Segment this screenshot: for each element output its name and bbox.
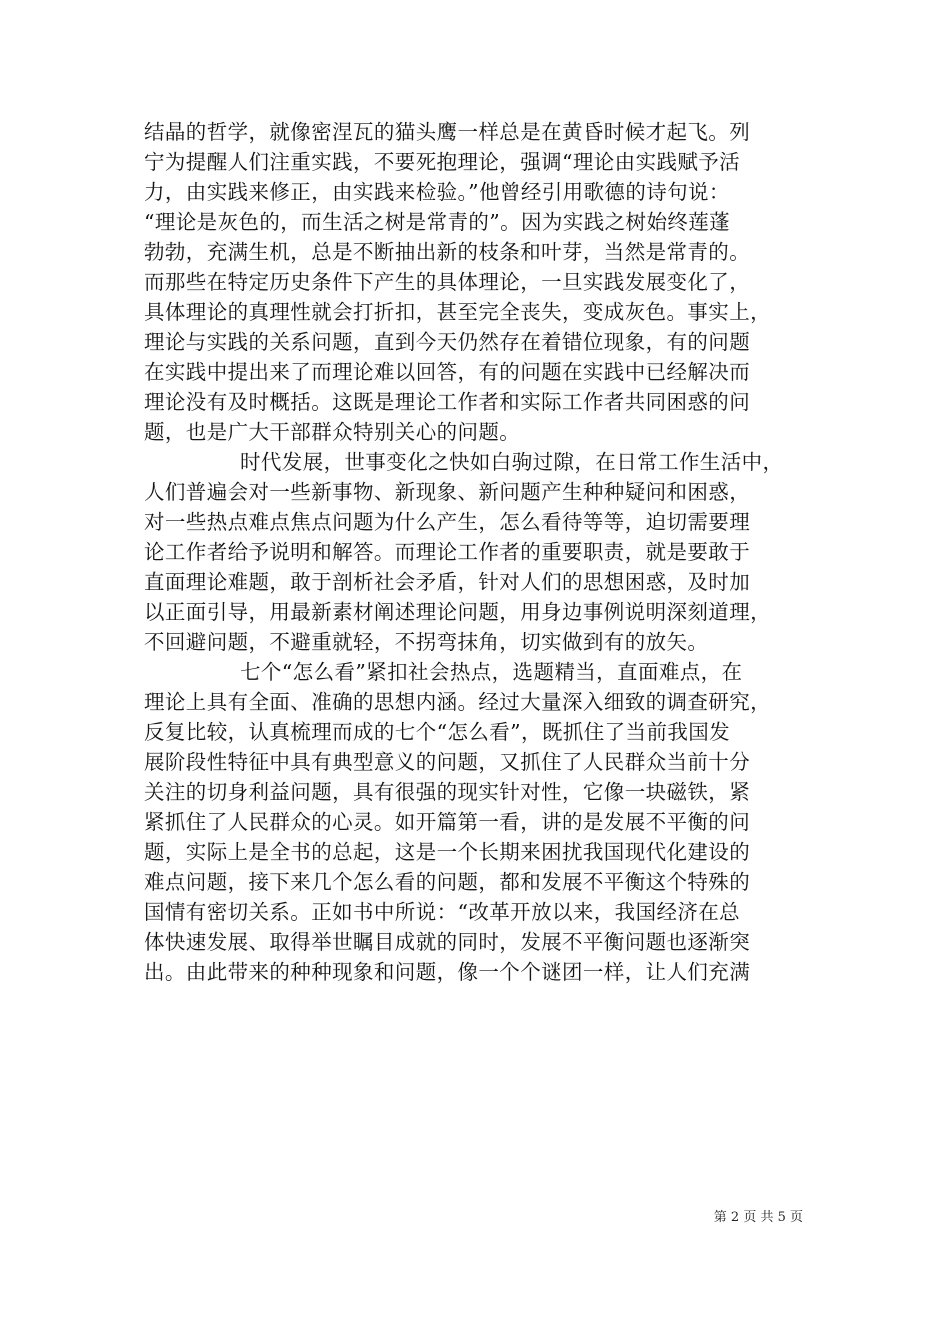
text-line: “理论是灰色的，而生活之树是常青的”。因为实践之树始终莲蓬 (144, 210, 731, 234)
text-line: 直面理论难题，敢于剖析社会矛盾，针对人们的思想困惑，及时加 (144, 570, 751, 594)
text-line: 反复比较，认真梳理而成的七个“怎么看”，既抓住了当前我国发 (144, 720, 731, 744)
document-body (144, 117, 809, 987)
text-line: 在实践中提出来了而理论难以回答，有的问题在实践中已经解决而 (144, 360, 751, 384)
text-line: 国情有密切关系。正如书中所说：“改革开放以来，我国经济在总 (144, 900, 741, 924)
text-line: 题，实际上是全书的总起，这是一个长期来困扰我国现代化建设的 (144, 840, 751, 864)
text-line: 难点问题，接下来几个怎么看的问题，都和发展不平衡这个特殊的 (144, 870, 751, 894)
page-footer: 第 2 页 共 5 页 (713, 1210, 803, 1225)
text-line: 体快速发展、取得举世瞩目成就的同时，发展不平衡问题也逐渐突 (144, 930, 751, 954)
text-line: 勃勃，充满生机，总是不断抽出新的枝条和叶芽，当然是常青的。 (144, 240, 751, 264)
text-line: 时代发展，世事变化之快如白驹过隙，在日常工作生活中， (240, 450, 784, 474)
paragraph-3 (144, 657, 809, 987)
text-line: 宁为提醒人们注重实践，不要死抱理论，强调“理论由实践赋予活 (144, 150, 741, 174)
text-line: 理论与实践的关系问题，直到今天仍然存在着错位现象，有的问题 (144, 330, 751, 354)
text-line: 而那些在特定历史条件下产生的具体理论，一旦实践发展变化了， (144, 270, 751, 294)
text-line: 展阶段性特征中具有典型意义的问题，又抓住了人民群众当前十分 (144, 750, 751, 774)
text-line: 理论上具有全面、准确的思想内涵。经过大量深入细致的调查研究， (144, 690, 771, 714)
text-line: 结晶的哲学，就像密涅瓦的猫头鹰一样总是在黄昏时候才起飞。列 (144, 120, 751, 144)
text-line: 出。由此带来的种种现象和问题，像一个个谜团一样，让人们充满 (144, 960, 751, 984)
text-line: 紧抓住了人民群众的心灵。如开篇第一看，讲的是发展不平衡的问 (144, 810, 751, 834)
text-line: 题，也是广大干部群众特别关心的问题。 (144, 420, 521, 444)
text-line: 理论没有及时概括。这既是理论工作者和实际工作者共同困惑的问 (144, 390, 751, 414)
text-line: 具体理论的真理性就会打折扣，甚至完全丧失，变成灰色。事实上， (144, 300, 771, 324)
text-line: 人们普遍会对一些新事物、新现象、新问题产生种种疑问和困惑， (144, 480, 751, 504)
text-line: 不回避问题，不避重就轻，不拐弯抹角，切实做到有的放矢。 (144, 630, 709, 654)
text-line: 七个“怎么看”紧扣社会热点，选题精当，直面难点，在 (240, 660, 743, 684)
text-line: 论工作者给予说明和解答。而理论工作者的重要职责，就是要敢于 (144, 540, 751, 564)
paragraph-2 (144, 447, 809, 657)
text-line: 关注的切身利益问题，具有很强的现实针对性，它像一块磁铁，紧 (144, 780, 751, 804)
text-line: 对一些热点难点焦点问题为什么产生，怎么看待等等，迫切需要理 (144, 510, 751, 534)
text-line: 以正面引导，用最新素材阐述理论问题，用身边事例说明深刻道理， (144, 600, 771, 624)
paragraph-1 (144, 117, 809, 447)
text-line: 力，由实践来修正，由实践来检验。”他曾经引用歌德的诗句说： (144, 180, 730, 204)
